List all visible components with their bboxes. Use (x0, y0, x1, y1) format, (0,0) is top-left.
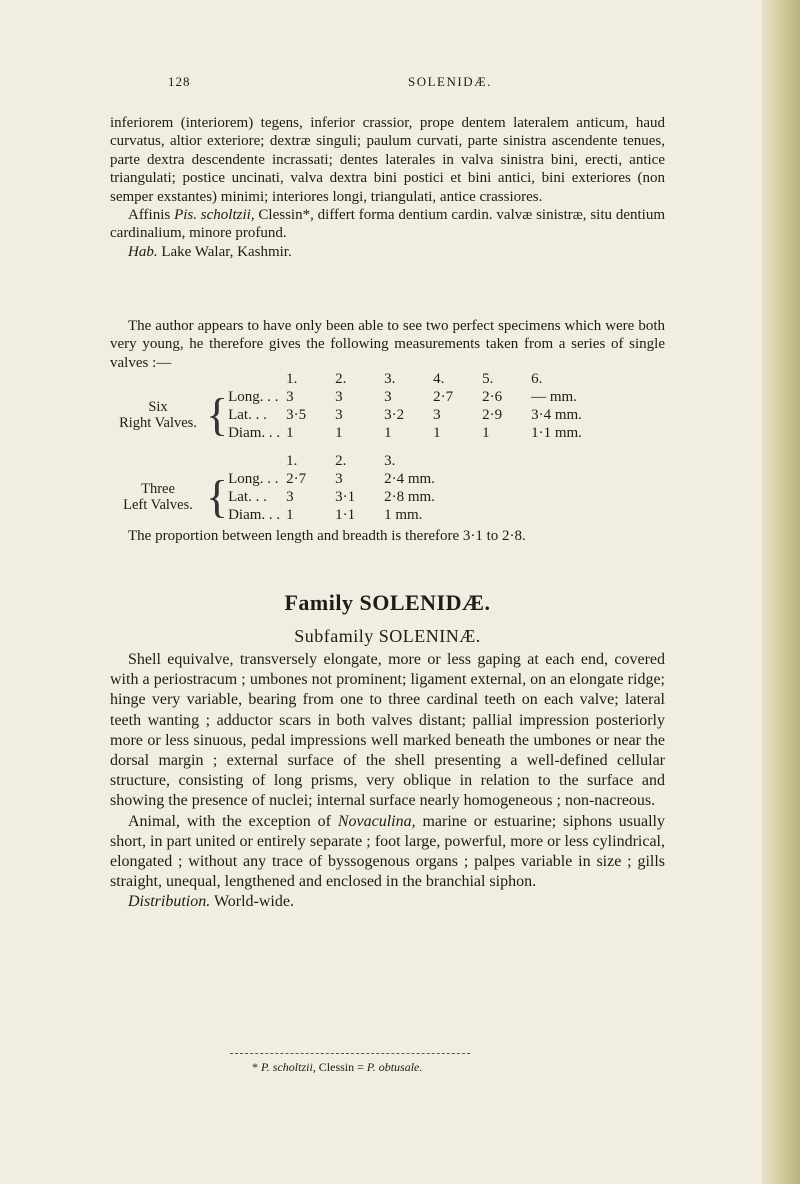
table-cell: 3 (335, 389, 343, 405)
table-cell: 1 (286, 507, 294, 523)
column-header: 2. (335, 453, 347, 469)
proportion-paragraph: The proportion between length and breadth is therefore 3·1 to 2·8. (128, 528, 526, 544)
column-header: 1. (286, 453, 298, 469)
animal-genus: Novaculina, (337, 812, 416, 830)
latin-description (110, 114, 665, 261)
table-cell: 2·6 (482, 389, 503, 405)
page-number: 128 (168, 74, 191, 89)
footnote (252, 1060, 422, 1075)
table-cell: 2·4 mm. (384, 471, 435, 487)
table-cell: 1 (384, 425, 392, 441)
running-title: SOLENIDÆ. (408, 74, 492, 89)
column-header: 4. (433, 371, 445, 387)
row-label: Lat. . . (228, 407, 267, 423)
table-cell: 3 (286, 389, 294, 405)
subfamily-heading: Subfamily SOLENINÆ. (294, 626, 481, 646)
brace-glyph: { (206, 471, 229, 522)
table-cell: 3 (286, 489, 294, 505)
right-valves-table (110, 370, 593, 442)
affinis-species: Pis. scholtzii, (174, 207, 255, 224)
table-cell: 2·8 mm. (384, 489, 435, 505)
animal-rest: marine or estuarine; siphons usually short, in part united or entirely separate ; foot large, powerful, more or less cylindrical, elongated ; without any trace of byssogenous organs ; palpes variable in size ; gills straight, unequal, lengthened and enclosed in the branchial siphon. (110, 812, 666, 891)
table-cell: 3·4 mm. (531, 407, 582, 423)
distribution-text: World-wide. (210, 893, 294, 911)
distribution-label: Distribution. (128, 893, 211, 911)
table-cell: 1 (433, 425, 441, 441)
table-cell: 3 (433, 407, 441, 423)
latin-paragraph: inferiorem (interiorem) tegens, inferior crassior, prope dentem lateralem anticum, haud curvatus, altior exteriore; dextræ singuli; paulum curvati, parte sinistra ascendente tenues, parte dextra descendente incrassati; dentes laterales in valva sinistra bini, erecti, antice triangulati; postice uncinati, valva dextra bini postici et bini antici, bini exteriores (non semper exstantes) minimi; interiores longi, triangulati, antice crassiores. (110, 115, 665, 205)
family-heading: Family SOLENIDÆ. (284, 590, 491, 615)
affinis-rest: Clessin*, differt forma dentium cardin. valvæ sinistræ, situ dentium cardinalium, minore profund. (110, 207, 665, 242)
column-header: 5. (482, 371, 494, 387)
footnote-species1: P. scholtzii, (261, 1060, 316, 1074)
affinis-lead: Affinis (128, 207, 175, 224)
table-row (110, 470, 446, 488)
table-cell: 1·1 mm. (531, 425, 582, 441)
row-label: Lat. . . (228, 489, 267, 505)
column-header: 6. (531, 371, 543, 387)
animal-lead: Animal, with the exception of (128, 812, 338, 830)
row-label: Long. . . (228, 471, 279, 487)
page-edge (762, 0, 800, 1184)
footnote-mark: * (252, 1060, 261, 1074)
table-cell: 3·2 (384, 407, 405, 423)
habitat-label: Hab. (128, 243, 158, 260)
habitat-text: Lake Walar, Kashmir. (157, 243, 292, 260)
intro-paragraph: The author appears to have only been able to see two perfect specimens which were both very young, he therefore gives the following measurements taken from a series of single valves :— (110, 318, 665, 371)
column-header: 3. (384, 371, 396, 387)
left-valves-table (110, 452, 446, 524)
distribution-paragraph (110, 892, 665, 912)
column-header: 3. (384, 453, 396, 469)
footnote-rule (230, 1053, 470, 1054)
table-cell: — mm. (531, 389, 577, 405)
table-row (110, 388, 593, 406)
shell-paragraph: Shell equivalve, transversely elongate, more or less gaping at each end, covered with a periostracum ; umbones not prominent; ligament external, on an elongate ridge; hinge very variable, bearing from one to three cardinal teeth on each valve; lateral teeth wanting ; adductor scars in both valves distant; pallial impression posteriorly more or less sinuous, pedal impressions well marked beneath the umbones or near the dorsal margin ; external surface of the shell presenting a well-defined cellular structure, consisting of long prisms, very oblique in relation to the surface and showing the presence of nuclei; internal surface nearly homogeneous ; non-nacreous. (110, 651, 665, 810)
table-cell: 3 (335, 471, 343, 487)
footnote-middle: Clessin = (315, 1060, 367, 1074)
habitat-paragraph (110, 243, 665, 261)
table-header-row (110, 452, 446, 470)
table-cell: 1 (482, 425, 490, 441)
column-header: 1. (286, 371, 298, 387)
table-cell: 1 (286, 425, 294, 441)
table-cell: 1 (335, 425, 343, 441)
table-cell: 1 mm. (384, 507, 423, 523)
group-label: Six Right Valves. (119, 399, 197, 431)
table-header-row (110, 370, 593, 388)
table-cell: 2·7 (286, 471, 307, 487)
running-header (168, 74, 608, 94)
affinis-paragraph (110, 206, 665, 243)
row-label: Diam. . . (228, 425, 281, 441)
group-label: Three Left Valves. (123, 481, 193, 513)
footnote-species2: P. obtusale. (366, 1060, 423, 1074)
table-cell: 2·9 (482, 407, 503, 423)
column-header: 2. (335, 371, 347, 387)
row-label: Long. . . (228, 389, 279, 405)
table-cell: 1·1 (335, 507, 356, 523)
table-cell: 3·1 (335, 489, 356, 505)
row-label: Diam. . . (228, 507, 281, 523)
table-cell: 3·5 (286, 407, 307, 423)
brace-glyph: { (206, 389, 229, 440)
table-cell: 3 (384, 389, 392, 405)
table-cell: 3 (335, 407, 343, 423)
subfamily-description (110, 650, 665, 913)
animal-paragraph (110, 812, 665, 893)
table-cell: 2·7 (433, 389, 454, 405)
